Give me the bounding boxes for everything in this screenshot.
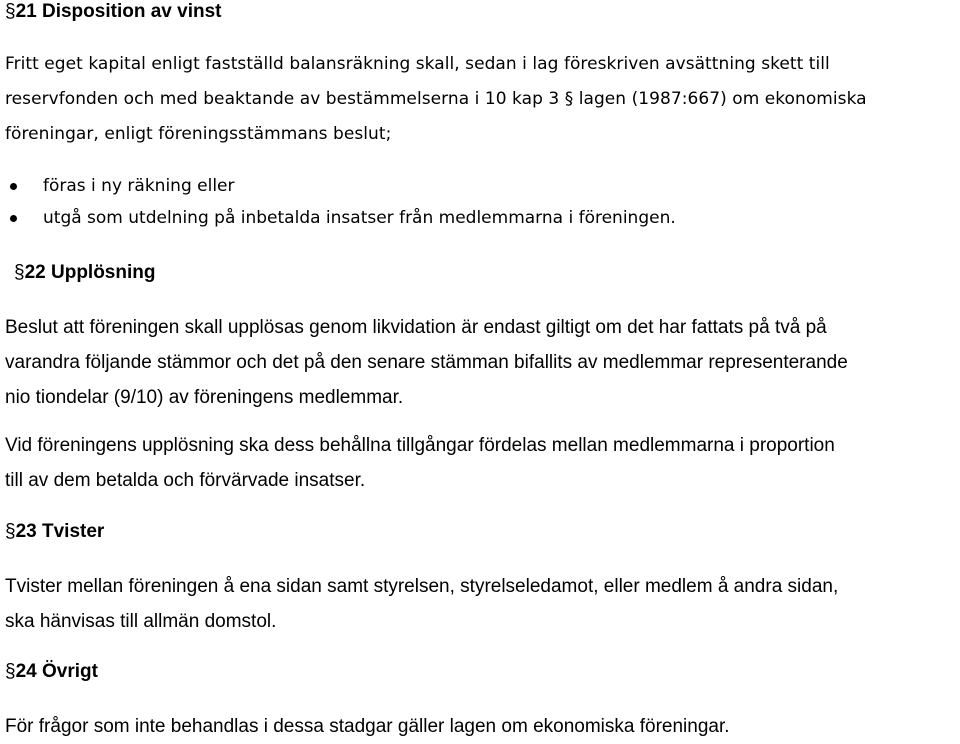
- paragraph-line: föreningar, enligt föreningsstämmans beslut;: [5, 124, 392, 144]
- section-sign: §: [5, 521, 16, 542]
- section-sign: §: [14, 262, 25, 283]
- paragraph-line: För frågor som inte behandlas i dessa stadgar gäller lagen om ekonomiska föreningar.: [5, 716, 730, 737]
- paragraph-line: Tvister mellan föreningen å ena sidan samt styrelsen, styrelseledamot, eller medlem å andra sidan,: [5, 576, 839, 597]
- list-item-text: föras i ny räkning eller: [43, 176, 235, 196]
- section-22-paragraph-2: [5, 428, 835, 498]
- section-sign: §: [5, 661, 16, 682]
- section-23-heading: [5, 520, 104, 544]
- section-21-paragraph: [5, 47, 867, 152]
- paragraph-line: ska hänvisas till allmän domstol.: [5, 611, 277, 632]
- paragraph-line: Beslut att föreningen skall upplösas genom likvidation är endast giltigt om det har fattats på två på: [5, 317, 827, 338]
- section-23-paragraph: [5, 569, 838, 639]
- section-22-title: 22 Upplösning: [24, 262, 156, 283]
- list-item-text: utgå som utdelning på inbetalda insatser från medlemmarna i föreningen.: [43, 208, 676, 228]
- section-22-heading: [14, 261, 155, 285]
- paragraph-line: reservfonden och med beaktande av bestämmelserna i 10 kap 3 § lagen (1987:667) om ekonomiska: [5, 89, 867, 109]
- paragraph-line: nio tiondelar (9/10) av föreningens medlemmar.: [5, 387, 404, 408]
- paragraph-line: varandra följande stämmor och det på den senare stämman bifallits av medlemmar representerande: [5, 352, 848, 373]
- section-23-title: 23 Tvister: [15, 521, 105, 542]
- section-21-title: 21 Disposition av vinst: [15, 1, 222, 22]
- paragraph-line: Vid föreningens upplösning ska dess behållna tillgångar fördelas mellan medlemmarna i proportion: [5, 435, 835, 456]
- section-24-title: 24 Övrigt: [15, 661, 98, 682]
- paragraph-line: Fritt eget kapital enligt fastställd balansräkning skall, sedan i lag föreskriven avsättning skett till: [5, 54, 830, 74]
- bullet-icon: [10, 183, 17, 190]
- section-sign: §: [5, 1, 16, 22]
- section-21-heading: [5, 0, 221, 24]
- section-24-heading: [5, 660, 98, 684]
- bullet-icon: [10, 215, 17, 222]
- paragraph-line: till av dem betalda och förvärvade insatser.: [5, 470, 366, 491]
- section-22-paragraph-1: [5, 310, 848, 415]
- section-24-paragraph: [5, 709, 730, 744]
